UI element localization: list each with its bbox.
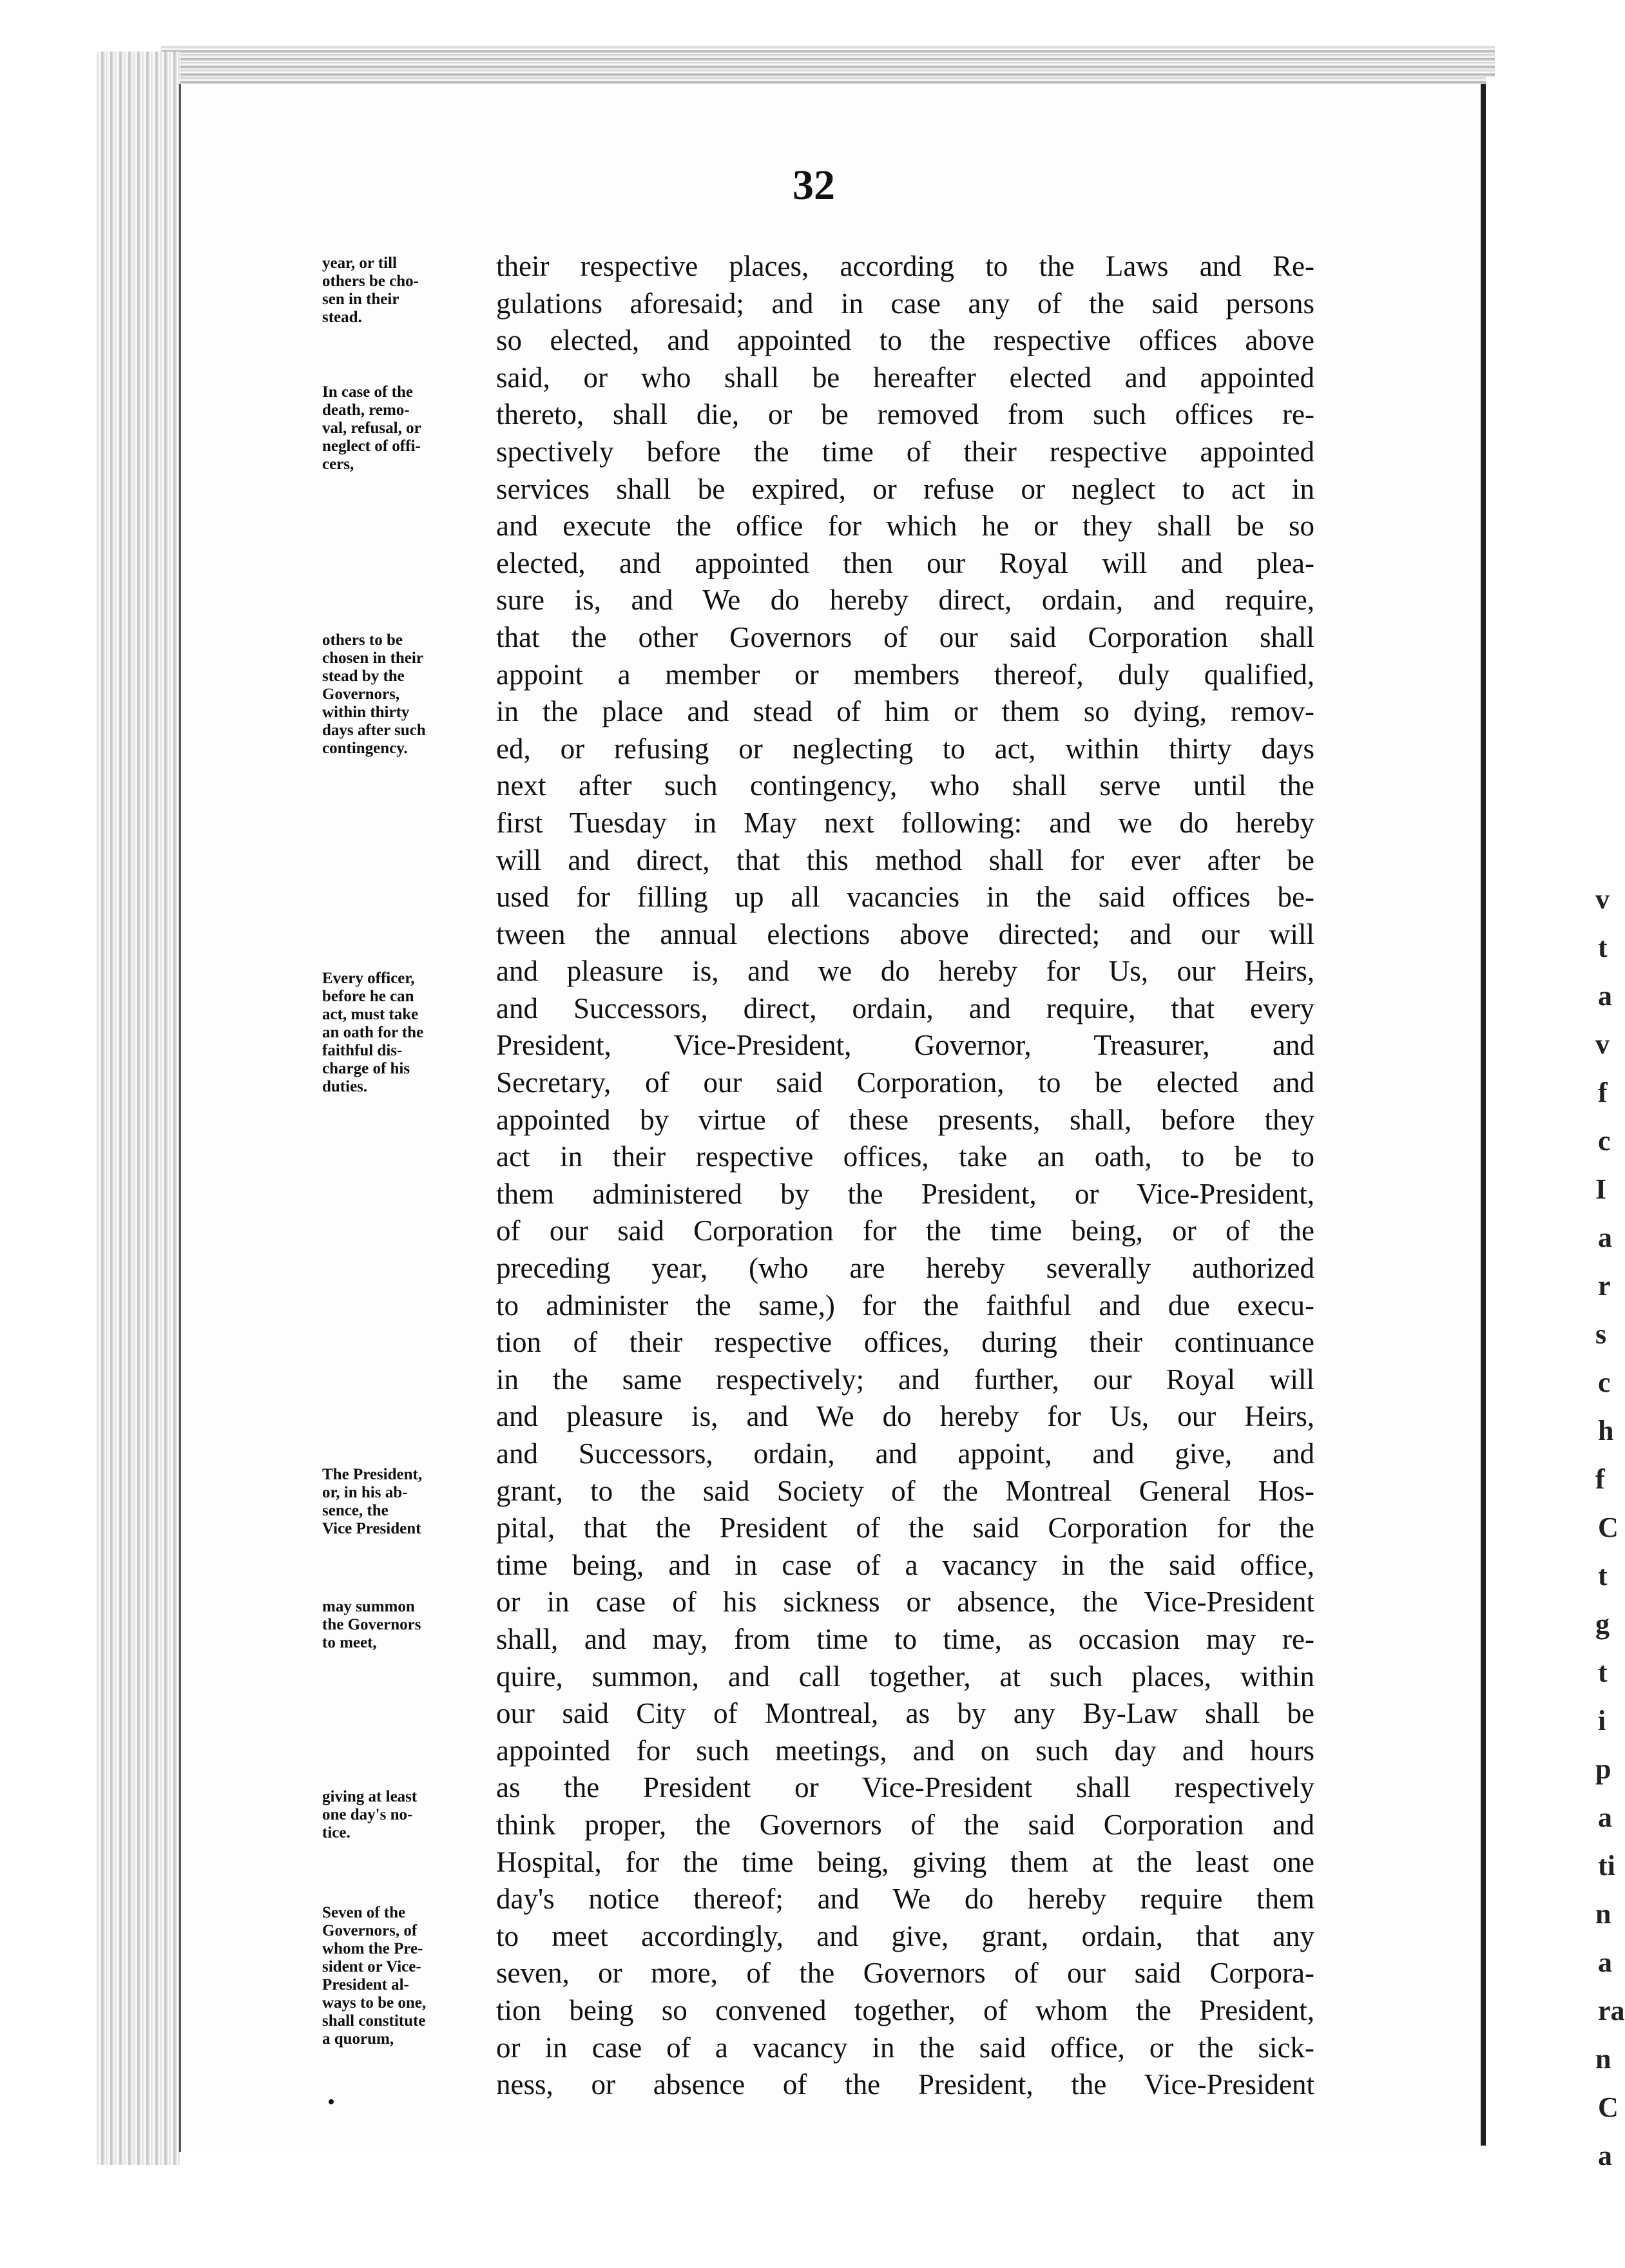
next-page-char: t [1598,932,1608,963]
margin-note-line: faithful dis- [322,1042,403,1059]
text-line: that the other Governors of our said Corporation shall [496,620,1314,653]
text-line: tion being so convened together, of whom the President, [496,1994,1314,2026]
text-line: appointed by virtue of these presents, shall, before they [496,1103,1314,1136]
margin-note-line: stead by the [322,668,405,685]
text-line: first Tuesday in May next following: and we do hereby [496,806,1314,839]
next-page-char: p [1595,1753,1611,1785]
text-line: so elected, and appointed to the respective offices above [496,324,1314,357]
text-line: used for filling up all vacancies in the said offices be- [496,881,1314,914]
text-line: to meet accordingly, and give, grant, ordain, that any [496,1919,1314,1952]
next-page-char: g [1595,1608,1610,1640]
text-line: tween the annual elections above directed; and our will [496,918,1314,950]
text-line: appoint a member or members thereof, duly qualified, [496,658,1314,691]
margin-note-line: Governors, of [322,1922,418,1939]
next-page-char: t [1598,1657,1608,1688]
margin-note-line: Governors, [322,686,400,703]
margin-note-line: may summon [322,1598,415,1615]
text-line: elected, and appointed then our Royal will and plea- [496,546,1314,579]
margin-note-line: sen in their [322,291,399,308]
text-line: Hospital, for the time being, giving them at the least one [496,1845,1314,1878]
next-page-char: r [1598,1270,1611,1302]
text-line: act in their respective offices, take an oath, to be to [496,1140,1314,1173]
margin-note [322,255,493,327]
margin-note [322,631,493,758]
text-line: appointed for such meetings, and on such day and hours [496,1734,1314,1767]
text-line: services shall be expired, or refuse or neglect to act in [496,472,1314,505]
text-line: said, or who shall be hereafter elected and appointed [496,361,1314,394]
margin-note-line: act, must take [322,1006,419,1023]
text-line: of our said Corporation for the time being, or of the [496,1215,1314,1247]
margin-note-line: Vice President [322,1520,421,1537]
text-line: them administered by the President, or Vice-President, [496,1177,1314,1210]
margin-note-line: within thirty [322,704,410,721]
margin-note-line: chosen in their [322,649,423,667]
text-line: and execute the office for which he or they shall be so [496,510,1314,543]
text-line: day's notice thereof; and We do hereby require them [496,1883,1314,1916]
next-page-char: c [1598,1125,1611,1157]
next-page-char: a [1598,1946,1612,1978]
text-line: and Successors, direct, ordain, and require, that every [496,992,1314,1024]
margin-note [322,1904,493,2048]
next-page-char: f [1595,1463,1605,1495]
margin-note-line: death, remo- [322,401,410,419]
margin-note [322,1466,493,1538]
margin-note-line: tice. [322,1824,351,1841]
margin-note-line: neglect of offi- [322,437,421,455]
text-line: pital, that the President of the said Corporation for the [496,1512,1314,1544]
text-line: as the President or Vice-President shall respectively [496,1771,1314,1804]
margin-note-line: days after such [322,722,426,739]
text-line: ed, or refusing or neglecting to act, within thirty days [496,732,1314,765]
next-page-char: ra [1598,1995,1625,2026]
margin-note-line: before he can [322,988,414,1005]
next-page-char: ti [1598,1850,1615,1881]
text-line: in the same respectively; and further, our Royal will [496,1363,1314,1396]
margin-note-line: shall constitute [322,2012,426,2030]
text-line: spectively before the time of their respective appointed [496,435,1314,468]
next-page-char: s [1595,1318,1607,1350]
next-page-char: I [1595,1173,1607,1205]
margin-note-line: one day's no- [322,1806,413,1823]
margin-note-line: President al- [322,1976,409,1994]
text-line: quire, summon, and call together, at such places, within [496,1660,1314,1693]
next-page-char: h [1598,1415,1614,1446]
next-page-char: a [1598,980,1612,1012]
text-line: or in case of a vacancy in the said office, or the sick- [496,2031,1314,2064]
book-left-edge [97,52,180,2165]
margin-note-line: an oath for the [322,1024,424,1041]
next-page-char: n [1595,2043,1611,2075]
main-text-column [496,248,1314,2104]
margin-note-line: a quorum, [322,2030,394,2048]
next-page-edge [1486,77,1625,2171]
margin-note [322,1598,493,1652]
next-page-char: C [1598,1512,1619,1543]
margin-note-line: or, in his ab- [322,1484,408,1501]
text-line: gulations aforesaid; and in case any of the said persons [496,287,1314,320]
margin-note [322,1788,493,1842]
text-line: grant, to the said Society of the Montreal General Hos- [496,1474,1314,1507]
text-line: next after such contingency, who shall serve until the [496,769,1314,802]
next-page-char: C [1598,2091,1619,2123]
margin-note-line: contingency. [322,740,408,757]
margin-note-line: In case of the [322,383,413,401]
text-line: and pleasure is, and we do hereby for Us, our Heirs, [496,955,1314,988]
page-number: 32 [793,162,835,209]
margin-note-line: Seven of the [322,1904,406,1921]
next-page-char: i [1598,1705,1606,1736]
margin-note-line: sence, the [322,1502,389,1519]
text-line: preceding year, (who are hereby severally authorized [496,1252,1314,1285]
next-page-char: a [1598,2140,1612,2171]
margin-note-line: year, or till [322,255,397,272]
next-page-char: c [1598,1367,1611,1398]
text-line: thereto, shall die, or be removed from such offices re- [496,398,1314,431]
margin-note-line: charge of his [322,1060,410,1077]
margin-note-line: to meet, [322,1634,377,1651]
text-line: seven, or more, of the Governors of our said Corpora- [496,1957,1314,1990]
margin-note [322,970,493,1096]
text-line: tion of their respective offices, during their continuance [496,1326,1314,1359]
book-gutter [1481,84,1486,2146]
text-line: in the place and stead of him or them so dying, remov- [496,695,1314,728]
next-page-char: v [1595,883,1610,915]
text-line: our said City of Montreal, as by any By-Law shall be [496,1697,1314,1730]
margin-note-line: whom the Pre- [322,1940,423,1957]
next-page-char: f [1598,1077,1608,1108]
margin-note-line: stead. [322,309,362,326]
text-line: President, Vice-President, Governor, Treasurer, and [496,1029,1314,1062]
ink-speck [329,2099,334,2104]
margin-note-line: others to be [322,631,403,649]
text-line: will and direct, that this method shall for ever after be [496,843,1314,876]
next-page-char: v [1595,1028,1610,1060]
book-top-edge [161,46,1495,85]
margin-note-line: Every officer, [322,970,415,987]
text-line: or in case of his sickness or absence, the Vice-President [496,1586,1314,1619]
text-line: their respective places, according to the Laws and Re- [496,250,1314,282]
margin-note-line: the Governors [322,1616,421,1633]
margin-note-line: others be cho- [322,273,419,290]
text-line: time being, and in case of a vacancy in the said office, [496,1548,1314,1581]
text-line: shall, and may, from time to time, as occasion may re- [496,1622,1314,1655]
text-line: sure is, and We do hereby direct, ordain, and require, [496,584,1314,617]
next-page-char: a [1598,1222,1612,1253]
text-line: think proper, the Governors of the said Corporation and [496,1808,1314,1841]
text-line: and pleasure is, and We do hereby for Us, our Heirs, [496,1400,1314,1433]
margin-note-line: giving at least [322,1788,418,1805]
margin-note-line: cers, [322,456,354,473]
margin-note-line: The President, [322,1466,423,1483]
text-line: ness, or absence of the President, the Vice-President [496,2068,1314,2101]
margin-note-line: ways to be one, [322,1994,427,2012]
margin-note-line: sident or Vice- [322,1958,421,1975]
margin-note-line: val, refusal, or [322,419,421,437]
text-line: and Successors, ordain, and appoint, and give, and [496,1437,1314,1470]
next-page-char: t [1598,1560,1608,1591]
next-page-char: n [1595,1898,1611,1930]
next-page-char: a [1598,1802,1612,1833]
text-line: Secretary, of our said Corporation, to be elected and [496,1066,1314,1099]
margin-note [322,383,493,474]
margin-note-line: duties. [322,1078,368,1095]
text-line: to administer the same,) for the faithful and due execu- [496,1289,1314,1321]
